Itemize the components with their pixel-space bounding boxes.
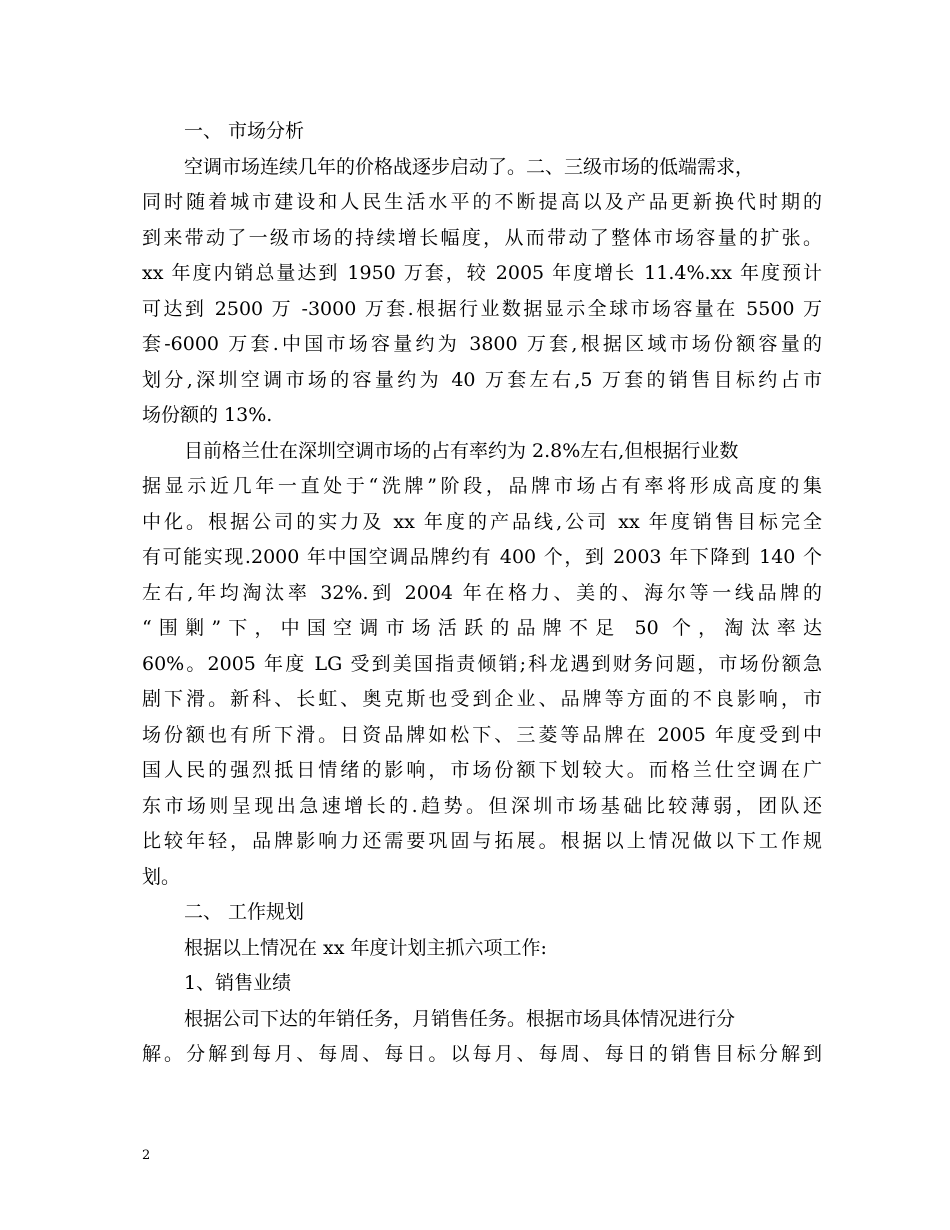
text-line: 比较年轻，品牌影响力还需要巩固与拓展。根据以上情况做以下工作规 — [142, 830, 822, 852]
text-line: 目前格兰仕在深圳空调市场的占有率约为 2.8%左右,但根据行业数 — [184, 439, 739, 462]
text-line: 根据公司下达的年销任务，月销售任务。根据市场具体情况进行分 — [184, 1007, 736, 1030]
text-line: 剧下滑。新科、长虹、奥克斯也受到企业、品牌等方面的不良影响，市 — [142, 688, 822, 710]
section-heading: 一、 市场分析 — [184, 120, 305, 142]
text-line: 同时随着城市建设和人民生活水平的不断提高以及产品更新换代时期的 — [142, 191, 822, 213]
text-line: 划。 — [142, 865, 181, 888]
document-body — [142, 114, 822, 1073]
text-line: 根据以上情况在 xx 年度计划主抓六项工作: — [184, 936, 547, 959]
text-line: 套-6000 万套.中国市场容量约为 3800 万套,根据区域市场份额容量的 — [142, 333, 822, 355]
text-line: 左右,年均淘汰率 32%.到 2004 年在格力、美的、海尔等一线品牌的 — [142, 581, 822, 604]
text-line: 可达到 2500 万 -3000 万套.根据行业数据显示全球市场容量在 5500 万 — [142, 297, 822, 320]
text-line: 东市场则呈现出急速增长的.趋势。但深圳市场基础比较薄弱，团队还 — [142, 794, 822, 817]
text-line: 到来带动了一级市场的持续增长幅度，从而带动了整体市场容量的扩张。 — [142, 226, 822, 249]
text-line: 解。分解到每月、每周、每日。以每月、每周、每日的销售目标分解到 — [142, 1043, 822, 1065]
text-line: 1、销售业绩 — [184, 972, 292, 994]
text-line: 中化。根据公司的实力及 xx 年度的产品线,公司 xx 年度销售目标完全 — [142, 510, 822, 533]
text-line: 场份额也有所下滑。日资品牌如松下、三菱等品牌在 2005 年度受到中 — [142, 723, 822, 746]
section-heading: 二、 工作规划 — [184, 901, 305, 923]
text-line: 划分,深圳空调市场的容量约为 40 万套左右,5 万套的销售目标约占市 — [142, 368, 822, 391]
text-line: “围剿”下，中国空调市场活跃的品牌不足 50 个，淘汰率达 — [142, 617, 822, 639]
text-line: 据显示近几年一直处于“洗牌”阶段，品牌市场占有率将形成高度的集 — [142, 475, 822, 497]
text-line: 国人民的强烈抵日情绪的影响，市场份额下划较大。而格兰仕空调在广 — [142, 759, 822, 781]
text-line: xx 年度内销总量达到 1950 万套，较 2005 年度增长 11.4%.xx 年度预计 — [142, 262, 822, 284]
page-number: 2 — [142, 1148, 151, 1163]
text-line: 60%。2005 年度 LG 受到美国指责倾销;科龙遇到财务问题，市场份额急 — [142, 652, 822, 675]
text-line: 有可能实现.2000 年中国空调品牌约有 400 个，到 2003 年下降到 140 个 — [142, 546, 822, 568]
text-line: 空调市场连续几年的价格战逐步启动了。二、三级市场的低端需求， — [184, 155, 755, 178]
text-line: 场份额的 13%. — [142, 404, 273, 426]
